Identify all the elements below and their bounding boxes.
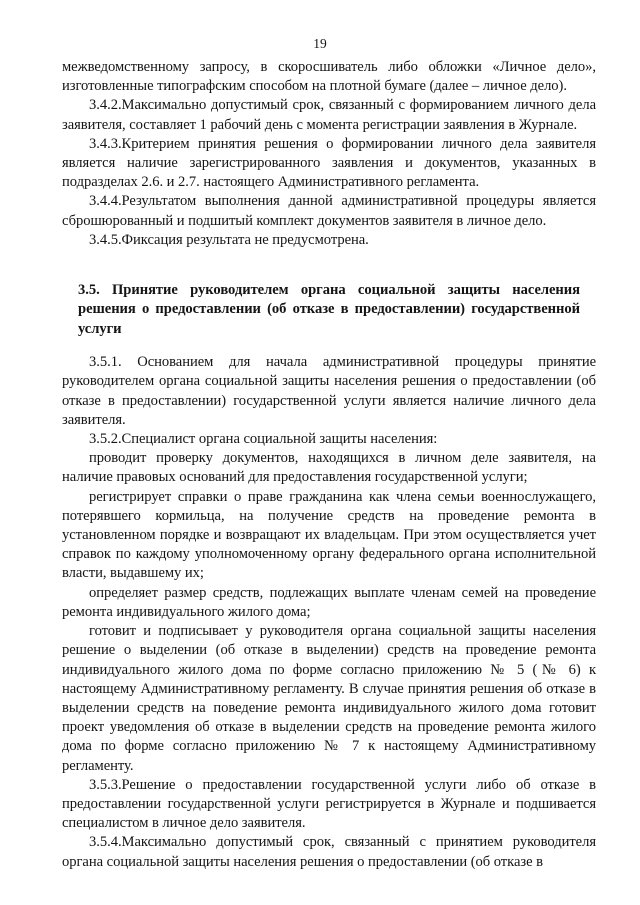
paragraph-3-4-2: 3.4.2.Максимально допустимый срок, связанный с формированием личного дела заявителя, составляет 1 рабочий день с момента регистрации заявления в Журнале.	[62, 97, 596, 133]
paragraph-3-5-3: 3.5.3.Решение о предоставлении государственной услуги либо об отказе в предоставлении государственной услуги регистрируется в Журнале и подшивается специалистом в личное дело заявителя.	[62, 776, 596, 832]
paragraph-3-4-4: 3.4.4.Результатом выполнения данной административной процедуры является сброшюрованный и подшитый комплект документов заявителя в личное дело.	[62, 193, 596, 229]
spacer	[62, 339, 596, 353]
section-heading-3-5: 3.5. Принятие руководителем органа социальной защиты населения решения о предоставлении (об отказе в предоставлении) государственной услуги	[78, 282, 580, 337]
paragraph-3-4-3: 3.4.3.Критерием принятия решения о формировании личного дела заявителя является наличие зарегистрированного заявления и документов, указанных в подразделах 2.6. и 2.7. настоящего Административного регламента.	[62, 135, 596, 191]
list-item-register-certificates: регистрирует справки о праве гражданина как члена семьи военнослужащего, потерявшего кормильца, на получение средств на проведение ремонта в установленном порядке и возвращают их владельцам. При этом осуществляется учет справок по каждому уполномоченному органу федерального органа исполнительной власти, выдавшему их;	[62, 488, 596, 582]
paragraph-3-4-5: 3.4.5.Фиксация результата не предусмотрена.	[89, 231, 369, 248]
paragraph-3-5-4: 3.5.4.Максимально допустимый срок, связанный с принятием руководителя органа социальной защиты населения решения о предоставлении (об отказе в	[62, 834, 596, 870]
spacer	[62, 250, 596, 281]
document-body	[62, 58, 596, 872]
paragraph-3-5-2: 3.5.2.Специалист органа социальной защиты населения:	[89, 431, 438, 448]
paragraph-3-5-1: 3.5.1. Основанием для начала административной процедуры принятие руководителем органа социальной защиты населения решения о предоставлении (об отказе в предоставлении) государственной услуги является наличие личного дела заявителя.	[62, 354, 596, 428]
list-item-check-documents: проводит проверку документов, находящихся в личном деле заявителя, на наличие правовых оснований для предоставления государственной услуги;	[62, 450, 596, 486]
list-item-prepare-decision: готовит и подписывает у руководителя органа социальной защиты населения решение о выделении (об отказе в выделении) средств на проведение ремонта индивидуального жилого дома по форме согласно приложению № 5 (№ 6) к настоящему Административному регламенту. В случае принятия решения об отказе в выделении средств на поведение ремонта индивидуального жилого дома готовит проект уведомления об отказе в выделении средств на проведение ремонта жилого дома по форме согласно приложению № 7 к настоящему Административному регламенту.	[62, 623, 596, 774]
page-number: 19	[313, 36, 327, 51]
list-item-determine-amount: определяет размер средств, подлежащих выплате членам семей на проведение ремонта индивидуального жилого дома;	[62, 584, 596, 620]
paragraph-continuation: межведомственному запросу, в скоросшиватель либо обложки «Личное дело», изготовленные типографским способом на плотной бумаге (далее – личное дело).	[62, 59, 596, 95]
